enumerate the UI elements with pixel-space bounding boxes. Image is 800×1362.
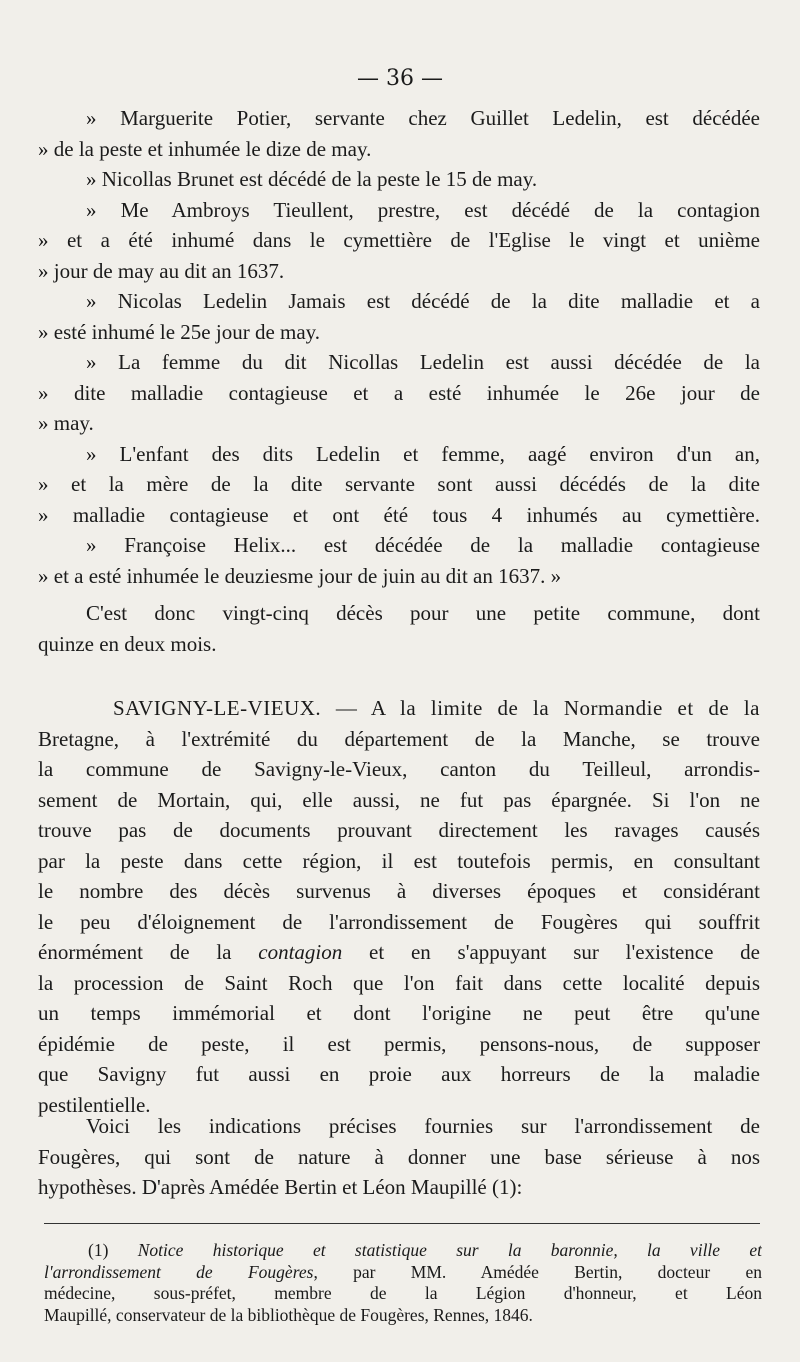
footnote-line: médecine, sous-préfet, membre de la Légion d'honneur, et Léon: [44, 1283, 762, 1303]
text-line: quinze en deux mois.: [38, 631, 217, 656]
text-line: le nombre des décès survenus à diverses époques et considérant: [38, 879, 760, 903]
text-line: sement de Mortain, qui, elle aussi, ne fut pas épargnée. Si l'on ne: [38, 787, 760, 812]
text-line: C'est donc vingt-cinq décès pour une petite commune, dont: [86, 601, 760, 625]
text-line: » et la mère de la dite servante sont aussi décédés de la dite: [38, 472, 760, 496]
text-segment: et en s'appuyant sur l'existence de: [342, 940, 760, 964]
text-line: » dite malladie contagieuse et a esté inhumée le 26e jour de: [38, 380, 760, 405]
text-line: » La femme du dit Nicollas Ledelin est aussi décédée de la: [86, 350, 760, 374]
text-line: » Me Ambroys Tieullent, prestre, est décédé de la contagion: [86, 197, 760, 222]
footnote-title-cont: l'arrondissement de Fougères: [44, 1261, 314, 1282]
footnote: [44, 1240, 762, 1326]
text-line: la procession de Saint Roch que l'on fait dans cette localité depuis: [38, 970, 760, 995]
footnote-text: , par MM. Amédée Bertin, docteur en: [313, 1261, 762, 1282]
text-line: » malladie contagieuse et ont été tous 4 inhumés au cymettière.: [38, 502, 760, 527]
text-line: par la peste dans cette région, il est toutefois permis, en consultant: [38, 848, 760, 873]
footnote-line: [44, 1240, 762, 1262]
text-line: la commune de Savigny-le-Vieux, canton du Teilleul, arrondis-: [38, 757, 760, 781]
text-line: Voici les indications précises fournies sur l'arrondissement de: [86, 1114, 760, 1138]
text-line: épidémie de peste, il est permis, pensons-nous, de supposer: [38, 1031, 760, 1056]
text-line: » et a été inhumé dans le cymettière de l'Eglise le vingt et unième: [38, 228, 760, 252]
text-line: trouve pas de documents prouvant directement les ravages causés: [38, 818, 760, 842]
text-line: pestilentielle.: [38, 1092, 151, 1117]
text-line: » Marguerite Potier, servante chez Guillet Ledelin, est décédée: [86, 106, 760, 130]
text-line: » de la peste et inhumée le dize de may.: [38, 136, 372, 161]
paragraph-savigny: [38, 693, 760, 1120]
text-line: » Nicolas Ledelin Jamais est décédé de la dite malladie et a: [86, 289, 760, 313]
text-line: que Savigny fut aussi en proie aux horreurs de la maladie: [38, 1062, 760, 1086]
footnote-title: Notice historique et statistique sur la baronnie, la ville et: [137, 1240, 762, 1260]
footnote-divider: [44, 1223, 760, 1224]
footnote-line: [44, 1262, 762, 1284]
text-line: » Nicollas Brunet est décédé de la peste le 15 de may.: [86, 167, 538, 191]
text-line: [38, 937, 760, 968]
footnote-line: Maupillé, conservateur de la bibliothèque de Fougères, Rennes, 1846.: [44, 1304, 533, 1325]
text-line: hypothèses. D'après Amédée Bertin et Léon Maupillé (1):: [38, 1175, 523, 1199]
paragraph-summary: [38, 598, 760, 659]
text-line: un temps immémorial et dont l'origine ne peut être qu'une: [38, 1001, 760, 1025]
text-segment: énormément de la: [38, 940, 259, 964]
text-line: » Françoise Helix... est décédée de la malladie contagieuse: [86, 533, 760, 557]
register-quote: [38, 103, 760, 591]
text-line: » L'enfant des dits Ledelin et femme, aagé environ d'un an,: [86, 441, 760, 466]
page-number: — 36 —: [357, 66, 443, 91]
paragraph-fougeres: [38, 1111, 760, 1203]
italic-word: contagion: [258, 940, 343, 964]
text-line: » jour de may au dit an 1637.: [38, 258, 285, 283]
text-line: » et a esté inhumée le deuziesme jour de juin au dit an 1637. »: [38, 563, 562, 588]
text-line: » may.: [38, 411, 94, 435]
text-line: Bretagne, à l'extrémité du département de la Manche, se trouve: [38, 726, 760, 751]
text-line: SAVIGNY-LE-VIEUX. — A la limite de la Normandie et de la: [113, 696, 760, 720]
text-line: le peu d'éloignement de l'arrondissement de Fougères qui souffrit: [38, 909, 760, 934]
text-line: » esté inhumé le 25e jour de may.: [38, 319, 321, 344]
footnote-marker: (1): [88, 1240, 138, 1260]
text-line: Fougères, qui sont de nature à donner une base sérieuse à nos: [38, 1144, 760, 1169]
